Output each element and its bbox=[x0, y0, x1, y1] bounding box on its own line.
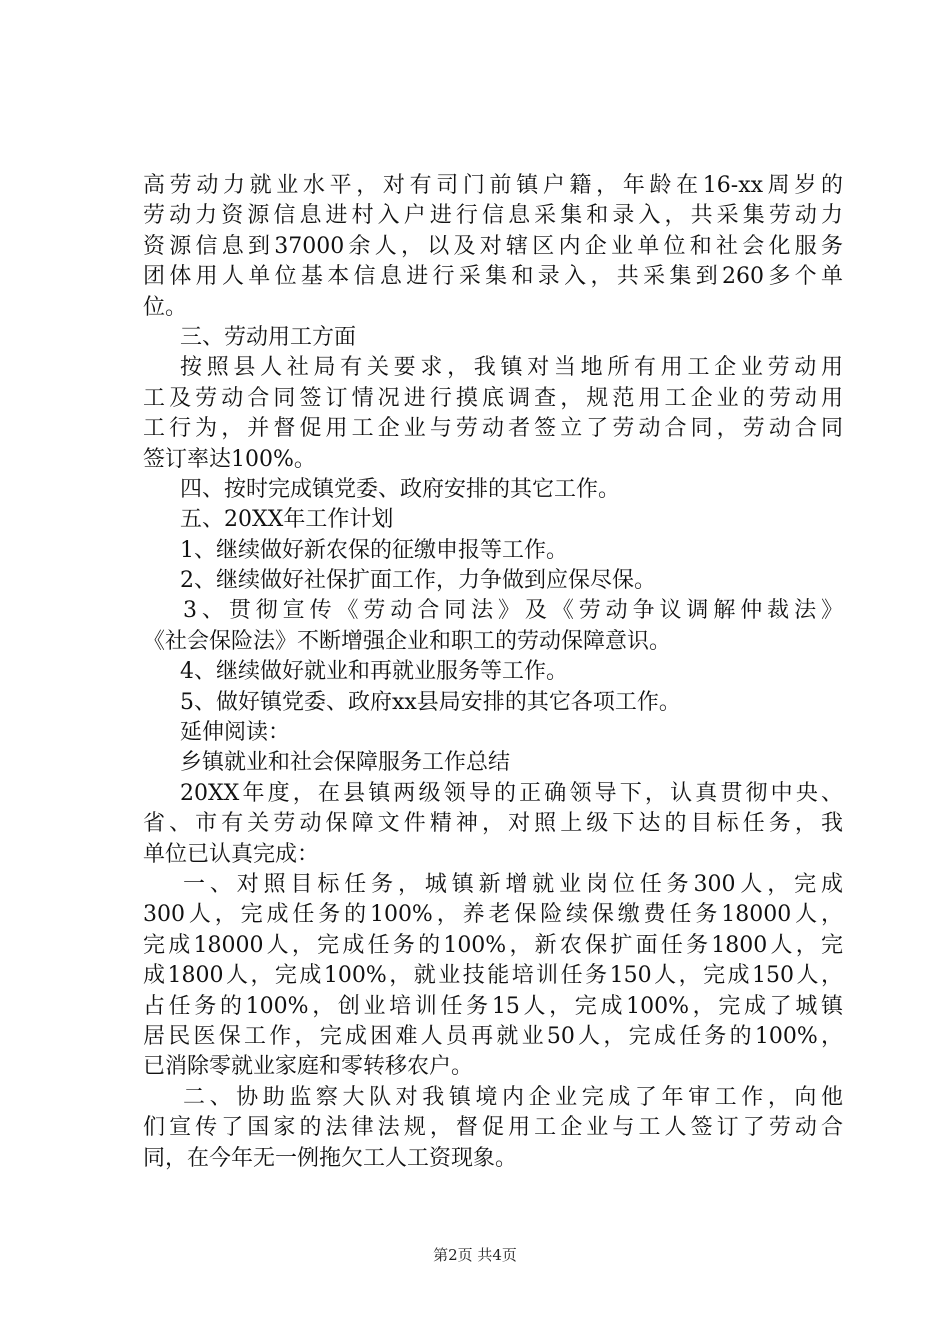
text-line: 完成18000人，完成任务的100%，新农保扩面任务1800人，完 bbox=[143, 932, 843, 958]
text-line: 单位已认真完成： bbox=[143, 841, 320, 867]
text-line: 20XX年度，在县镇两级领导的正确领导下，认真贯彻中央、 bbox=[180, 780, 843, 806]
text-line: 四、按时完成镇党委、政府安排的其它工作。 bbox=[180, 476, 621, 502]
text-line: 高劳动力就业水平，对有司门前镇户籍，年龄在16-xx周岁的 bbox=[143, 173, 843, 198]
text-line: 成1800人，完成100%，就业技能培训任务150人，完成150人， bbox=[143, 963, 843, 989]
text-line: 3、贯彻宣传《劳动合同法》及《劳动争议调解仲裁法》 bbox=[183, 598, 843, 624]
text-line: 1、继续做好新农保的征缴申报等工作。 bbox=[180, 537, 568, 563]
text-line: 劳动力资源信息进村入户进行信息采集和录入，共采集劳动力 bbox=[143, 203, 843, 229]
text-line: 占任务的100%，创业培训任务15人，完成100%，完成了城镇 bbox=[143, 993, 843, 1019]
page-footer: 第2页 共4页 bbox=[433, 1246, 517, 1264]
text-line: 位。 bbox=[143, 294, 188, 320]
text-line: 一、对照目标任务，城镇新增就业岗位任务300人，完成 bbox=[183, 871, 843, 897]
text-line: 签订率达100%。 bbox=[143, 446, 316, 472]
text-line: 延伸阅读： bbox=[180, 720, 291, 746]
text-line: 二、协助监察大队对我镇境内企业完成了年审工作，向他 bbox=[183, 1084, 843, 1110]
text-line: 团体用人单位基本信息进行采集和录入，共采集到260多个单 bbox=[143, 264, 843, 290]
text-line: 省、市有关劳动保障文件精神，对照上级下达的目标任务，我 bbox=[143, 811, 843, 837]
text-line: 《社会保险法》不断增强企业和职工的劳动保障意识。 bbox=[143, 628, 672, 654]
text-line: 300人，完成任务的100%，养老保险续保缴费任务18000人， bbox=[143, 902, 843, 928]
text-line: 2、继续做好社保扩面工作，力争做到应保尽保。 bbox=[180, 568, 656, 594]
text-line: 工及劳动合同签订情况进行摸底调查，规范用工企业的劳动用 bbox=[143, 385, 843, 411]
text-line: 已消除零就业家庭和零转移农户。 bbox=[143, 1054, 474, 1080]
text-line: 乡镇就业和社会保障服务工作总结 bbox=[180, 750, 511, 776]
text-line: 同，在今年无一例拖欠工人工资现象。 bbox=[143, 1145, 518, 1171]
text-line: 工行为，并督促用工企业与劳动者签立了劳动合同，劳动合同 bbox=[143, 416, 843, 442]
text-line: 资源信息到37000余人，以及对辖区内企业单位和社会化服务 bbox=[143, 233, 843, 259]
text-line: 五、20XX年工作计划 bbox=[180, 507, 394, 533]
text-line: 三、劳动用工方面 bbox=[180, 324, 357, 350]
text-line: 4、继续做好就业和再就业服务等工作。 bbox=[180, 659, 568, 685]
text-line: 按照县人社局有关要求，我镇对当地所有用工企业劳动用 bbox=[180, 355, 843, 381]
text-line: 5、做好镇党委、政府xx县局安排的其它各项工作。 bbox=[180, 689, 681, 715]
document-body bbox=[143, 171, 843, 1174]
text-line: 们宣传了国家的法律法规，督促用工企业与工人签订了劳动合 bbox=[143, 1115, 843, 1141]
text-line: 居民医保工作，完成困难人员再就业50人，完成任务的100%， bbox=[143, 1023, 843, 1049]
